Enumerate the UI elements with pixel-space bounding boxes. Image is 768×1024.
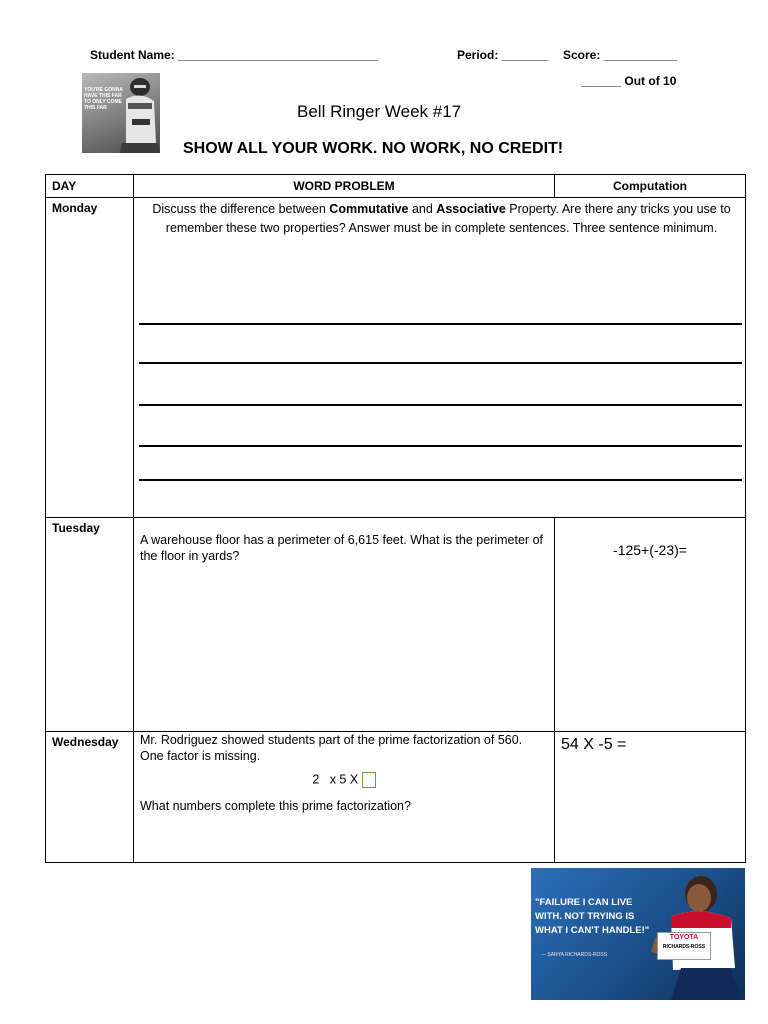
bell-ringer-table xyxy=(45,174,746,863)
student-name-field[interactable]: Student Name: ______________________________ xyxy=(90,48,379,62)
table-row-monday xyxy=(46,198,746,518)
table-row-tuesday xyxy=(46,518,746,732)
answer-line-4[interactable] xyxy=(139,445,742,447)
wednesday-problem: Mr. Rodriguez showed students part of the prime factorization of 560. One factor is missing. xyxy=(140,733,523,763)
wednesday-question: What numbers complete this prime factorization? xyxy=(140,799,411,813)
factor-expression: 2 x 5 X xyxy=(134,772,554,788)
header-word-problem: WORD PROBLEM xyxy=(134,175,555,198)
wednesday-problem-cell xyxy=(134,732,555,863)
page-title: Bell Ringer Week #17 xyxy=(297,102,462,121)
tuesday-problem-cell xyxy=(134,518,555,732)
table-row-wednesday xyxy=(46,732,746,863)
answer-line-3[interactable] xyxy=(139,404,742,406)
header-day: DAY xyxy=(46,175,134,198)
race-bib xyxy=(657,932,711,960)
header-computation: Computation xyxy=(555,175,746,198)
table-header-row xyxy=(46,175,746,198)
wednesday-computation-cell xyxy=(555,732,746,863)
score-field[interactable]: Score: ___________ xyxy=(563,48,678,62)
term-associative: Associative xyxy=(436,202,506,216)
bib-brand: TOYOTA xyxy=(669,934,699,941)
tuesday-problem: A warehouse floor has a perimeter of 6,615 feet. What is the perimeter of the floor in yards? xyxy=(140,533,543,563)
quote-attribution: — SANYA RICHARDS-ROSS xyxy=(541,952,608,958)
bib-name: RICHARDS-ROSS xyxy=(662,944,706,950)
monday-prompt: Discuss the difference between Commutative and Associative Property. Are there any tricks you use to remember these two properties? Answer must be in complete sentences. Three sentence minimum. xyxy=(152,202,731,235)
term-commutative: Commutative xyxy=(329,202,409,216)
out-of-field[interactable]: ______ Out of 10 xyxy=(581,74,677,88)
tuesday-computation: -125+(-23)= xyxy=(613,542,687,558)
answer-line-1[interactable] xyxy=(139,323,742,325)
day-wednesday: Wednesday xyxy=(46,732,134,863)
athlete-quote: "FAILURE I CAN LIVE WITH. NOT TRYING IS WHAT I CAN'T HANDLE!" xyxy=(535,897,650,936)
athlete-quote-image xyxy=(531,868,745,1000)
period-field[interactable]: Period: _______ xyxy=(457,48,549,62)
monday-prompt-cell xyxy=(134,198,746,518)
tuesday-computation-cell xyxy=(555,518,746,732)
football-player-illustration xyxy=(82,73,160,153)
instruction-banner: SHOW ALL YOUR WORK. NO WORK, NO CREDIT! xyxy=(183,140,564,157)
answer-line-2[interactable] xyxy=(139,362,742,364)
wednesday-computation: 54 X -5 = xyxy=(561,736,627,753)
missing-factor-box[interactable] xyxy=(362,772,376,788)
motivational-poster-image xyxy=(82,73,160,153)
day-monday: Monday xyxy=(46,198,134,518)
answer-line-5[interactable] xyxy=(139,479,742,481)
day-tuesday: Tuesday xyxy=(46,518,134,732)
poster-text: YOU'RE GONNA HAVE THIS FAR TO ONLY COME THIS FAR xyxy=(84,87,123,111)
